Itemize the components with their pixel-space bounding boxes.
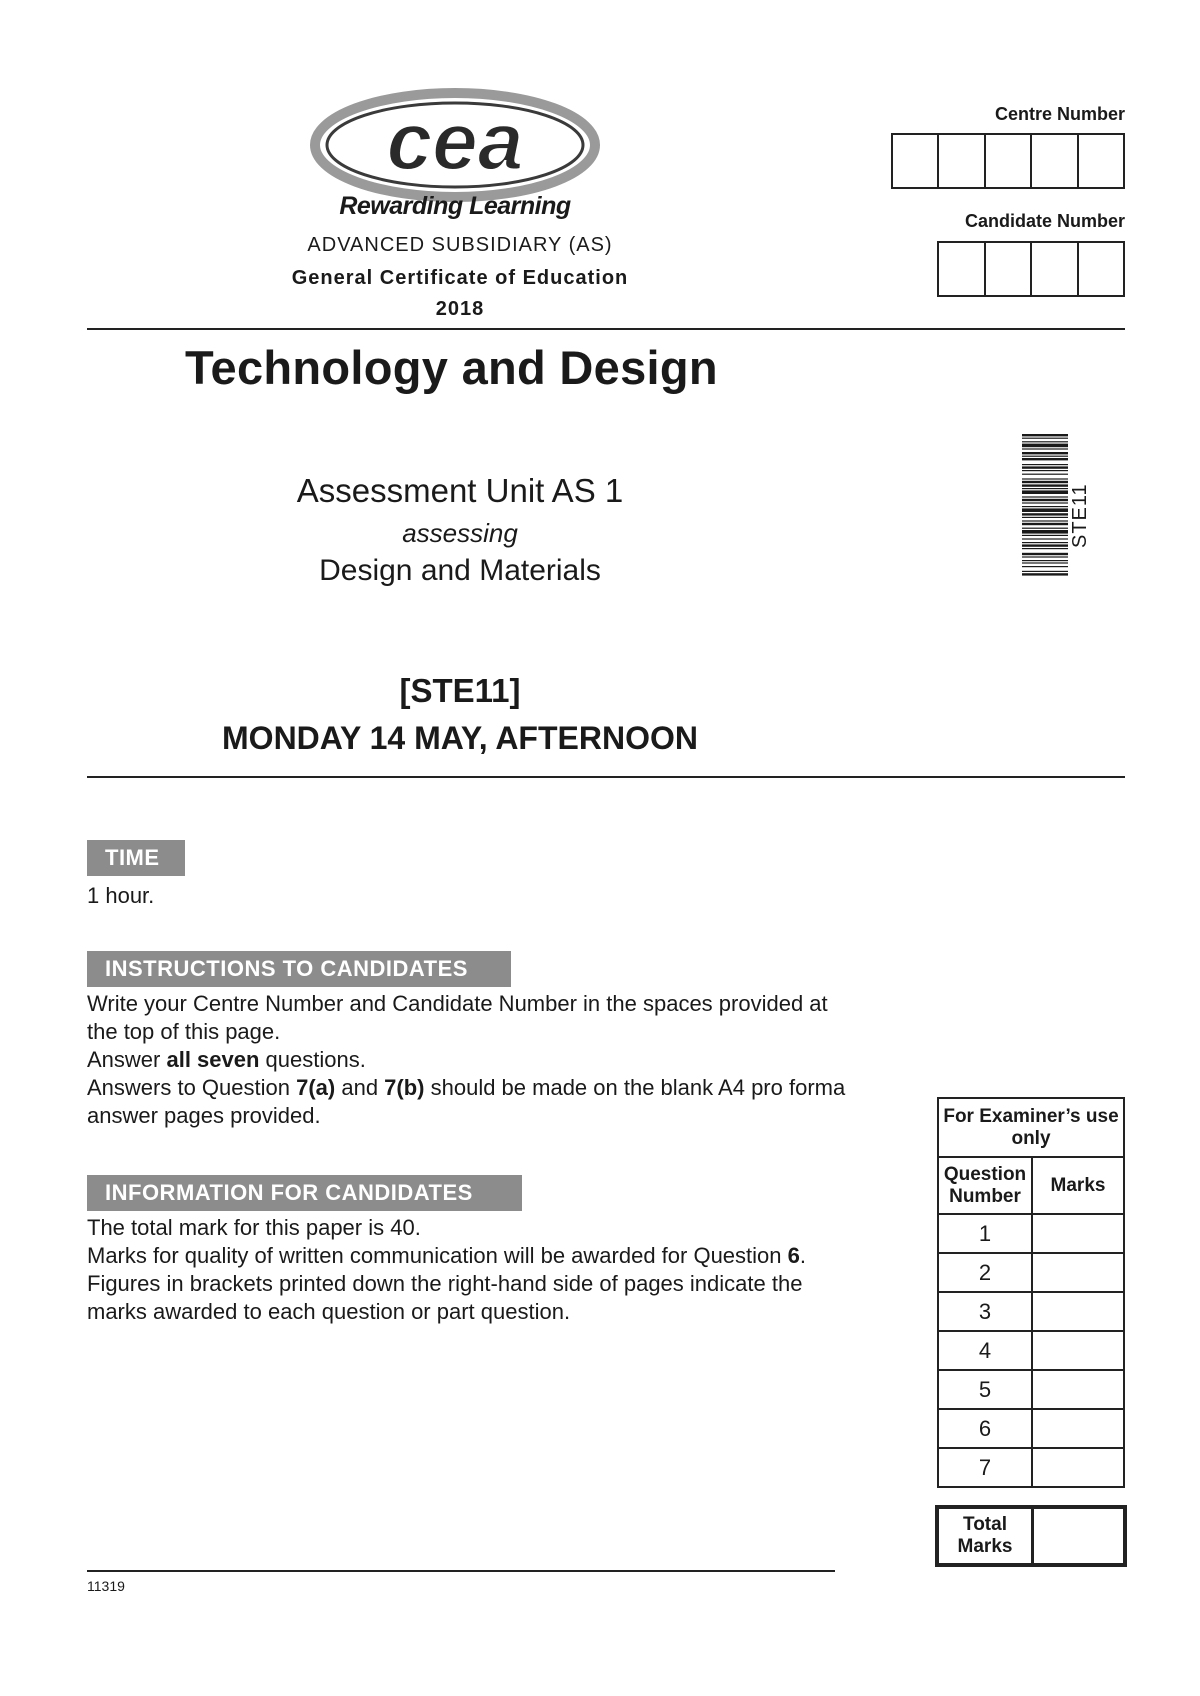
barcode-bar (1022, 484, 1068, 486)
barcode-bar (1022, 560, 1068, 561)
title-divider (87, 776, 1125, 778)
barcode-bar (1022, 466, 1068, 468)
unit-topic: Design and Materials (319, 554, 601, 587)
marks-cell[interactable] (1032, 1331, 1124, 1370)
candidate-number-label: Candidate Number (964, 211, 1125, 231)
barcode-bar (1022, 456, 1068, 457)
candidate-digit-box[interactable] (1079, 243, 1124, 295)
centre-digit-box[interactable] (939, 135, 985, 187)
information-line: Marks for quality of written communication will be awarded for Question 6. (87, 1243, 807, 1268)
barcode-bar (1022, 553, 1068, 555)
footer-divider (87, 1570, 835, 1572)
barcode-bar (1022, 542, 1068, 543)
instruction-line: Answers to Question 7(a) and 7(b) should be made on the blank A4 pro forma answer pages provided. (87, 1075, 846, 1128)
question-number: 1 (938, 1214, 1032, 1253)
centre-digit-box[interactable] (893, 135, 939, 187)
question-number: 7 (938, 1448, 1032, 1487)
barcode-bar (1022, 513, 1068, 515)
question-number: 4 (938, 1331, 1032, 1370)
barcode-bar (1022, 452, 1068, 454)
marks-header: Marks (1032, 1157, 1124, 1214)
centre-digit-box[interactable] (986, 135, 1032, 187)
barcode-bar (1022, 573, 1068, 575)
question-number: 3 (938, 1292, 1032, 1331)
barcode-bar (1022, 571, 1068, 572)
barcode-bar (1022, 520, 1068, 521)
barcode-bar (1022, 490, 1068, 494)
barcode-bar (1022, 478, 1068, 479)
information-line: The total mark for this paper is 40. (87, 1215, 421, 1240)
question-number: 6 (938, 1409, 1032, 1448)
examiner-marks-table (937, 1097, 1125, 1488)
assessing-label: assessing (402, 518, 518, 548)
centre-number-label: Centre Number (994, 104, 1125, 124)
barcode-bar (1022, 528, 1068, 529)
barcode-bar (1022, 481, 1068, 483)
barcode-bar (1022, 488, 1068, 489)
header-divider (87, 328, 1125, 330)
candidate-number-boxes[interactable] (937, 241, 1125, 297)
question-number: 2 (938, 1253, 1032, 1292)
centre-digit-box[interactable] (1079, 135, 1123, 187)
barcode-bar (1022, 434, 1068, 436)
instructions-text (87, 990, 847, 1130)
marks-cell[interactable] (1032, 1253, 1124, 1292)
candidate-digit-box[interactable] (986, 243, 1033, 295)
exam-year: 2018 (435, 298, 485, 320)
information-heading: INFORMATION FOR CANDIDATES (87, 1175, 522, 1211)
barcode-bar (1022, 530, 1068, 534)
barcode-bar (1022, 448, 1068, 449)
barcode-bar (1022, 508, 1068, 512)
exam-date-session: MONDAY 14 MAY, AFTERNOON (222, 720, 698, 756)
marks-cell[interactable] (1032, 1292, 1124, 1331)
barcode-bar (1022, 562, 1068, 563)
barcode-bar (1022, 502, 1068, 503)
marks-cell[interactable] (1032, 1370, 1124, 1409)
instruction-line: Answer all seven questions. (87, 1047, 366, 1072)
barcode-bar (1022, 556, 1068, 557)
barcode-bar (1022, 464, 1068, 465)
barcode-bar (1022, 548, 1068, 549)
centre-digit-box[interactable] (1032, 135, 1078, 187)
barcode-bar (1022, 470, 1068, 471)
barcode-bar (1022, 474, 1068, 475)
barcode-bar (1022, 523, 1068, 525)
logo-tagline: Rewarding Learning (339, 192, 571, 220)
qualification-level: ADVANCED SUBSIDIARY (AS) (307, 234, 613, 256)
centre-number-boxes[interactable] (891, 133, 1125, 189)
marks-cell[interactable] (1032, 1409, 1124, 1448)
barcode-bar (1022, 566, 1068, 567)
barcode-label: STE11 (1069, 483, 1091, 548)
total-marks-cell[interactable] (1034, 1509, 1123, 1563)
assessment-unit: Assessment Unit AS 1 (296, 472, 624, 509)
barcode (1022, 434, 1068, 668)
barcode-bar (1022, 538, 1068, 539)
barcode-bar (1022, 506, 1068, 507)
barcode-bar (1022, 441, 1068, 442)
document-code: 11319 (87, 1578, 125, 1594)
total-marks-box (935, 1505, 1127, 1567)
instruction-line: Write your Centre Number and Candidate Number in the spaces provided at the top of this page. (87, 991, 828, 1044)
barcode-bar (1022, 438, 1068, 439)
instructions-heading: INSTRUCTIONS TO CANDIDATES (87, 951, 511, 987)
barcode-bar (1022, 496, 1068, 497)
time-text: 1 hour. (87, 883, 155, 908)
examiner-use-title: For Examiner’s use only (938, 1098, 1124, 1157)
marks-cell[interactable] (1032, 1448, 1124, 1487)
subject-title: Technology and Design (185, 341, 718, 394)
barcode-bar (1022, 499, 1068, 501)
question-number-header: Question Number (938, 1157, 1032, 1214)
total-marks-label: Total Marks (939, 1509, 1034, 1563)
marks-cell[interactable] (1032, 1214, 1124, 1253)
barcode-bar (1022, 535, 1068, 536)
certificate-name: General Certificate of Education (291, 267, 629, 289)
barcode-bar (1022, 444, 1068, 448)
svg-text:cea: cea (386, 96, 524, 187)
time-heading: TIME (87, 840, 185, 876)
barcode-bar (1022, 517, 1068, 518)
question-number: 5 (938, 1370, 1032, 1409)
candidate-digit-box[interactable] (939, 243, 986, 295)
paper-code: [STE11] (399, 672, 521, 709)
barcode-bar (1022, 458, 1068, 460)
barcode-bar (1022, 544, 1068, 546)
candidate-digit-box[interactable] (1032, 243, 1079, 295)
information-line: Figures in brackets printed down the right-hand side of pages indicate the marks awarded to each question or part question. (87, 1271, 803, 1324)
information-text (87, 1214, 847, 1326)
